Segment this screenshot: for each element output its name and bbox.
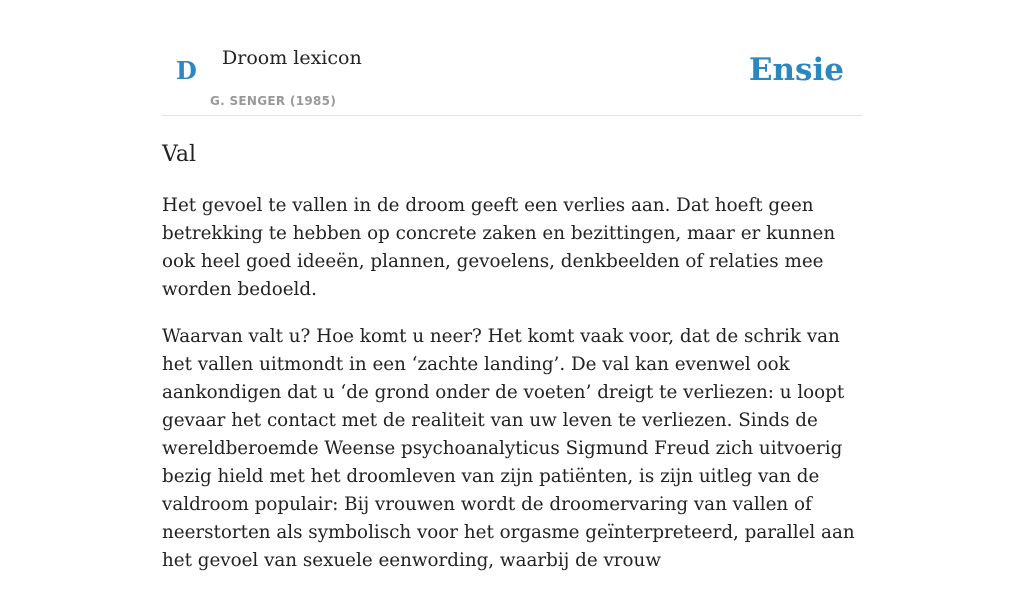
source-header: [162, 0, 862, 116]
source-author: G. SENGER (1985): [210, 94, 337, 108]
ensie-logo[interactable]: Ensie: [748, 52, 844, 88]
source-title-link[interactable]: Droom lexicon: [222, 47, 362, 69]
source-badge[interactable]: D: [176, 56, 197, 85]
entry-title: Val: [162, 142, 197, 167]
paragraph: Het gevoel te vallen in de droom geeft een verlies aan. Dat hoeft geen betrekking te hebben op concrete zaken en bezittingen, maar er kunnen ook heel goed ideeën, plannen, gevoelens, denkbeelden of relaties mee worden bedoeld.: [162, 195, 836, 300]
entry-body: [162, 192, 867, 594]
paragraph: Waarvan valt u? Hoe komt u neer? Het komt vaak voor, dat de schrik van het vallen uitmondt in een ‘zachte landing’. De val kan evenwel ook aankondigen dat u ‘de grond onder de voeten’ dreigt te verliezen: u loopt gevaar het contact met de realiteit van uw leven te verliezen. Sinds de wereldberoemde Weense psychoanalyticus Sigmund Freud zich uitvoerig bezig hield met het droomleven van zijn patiënten, is zijn uitleg van de valdroom populair: Bij vrouwen wordt de droomervaring van vallen of neerstorten als symbolisch voor het orgasme geïnterpreteerd, parallel aan het gevoel van sexuele eenwording, waarbij de vrouw: [162, 326, 855, 571]
